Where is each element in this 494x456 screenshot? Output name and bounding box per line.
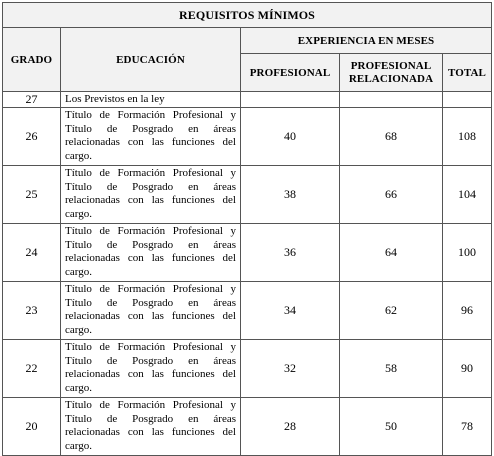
cell-relacionada: 66 [340, 166, 443, 224]
table-row [3, 108, 492, 166]
header-relacionada-line1: PROFESIONAL [350, 59, 432, 72]
cell-grado: 27 [3, 92, 61, 108]
header-educacion: EDUCACIÓN [61, 28, 241, 92]
requirements-table [2, 2, 492, 456]
cell-educacion: Título de Formación Profesional y Título de Posgrado en áreas relacionadas con las funciones del cargo. [61, 282, 241, 340]
cell-grado: 20 [3, 398, 61, 456]
cell-total: 78 [443, 398, 492, 456]
cell-relacionada: 68 [340, 108, 443, 166]
cell-relacionada: 50 [340, 398, 443, 456]
cell-total: 100 [443, 224, 492, 282]
table-row [3, 224, 492, 282]
cell-grado: 22 [3, 340, 61, 398]
cell-relacionada [340, 92, 443, 108]
cell-profesional: 28 [241, 398, 340, 456]
cell-educacion: Título de Formación Profesional y Título de Posgrado en áreas relacionadas con las funciones del cargo. [61, 108, 241, 166]
cell-profesional [241, 92, 340, 108]
cell-grado: 26 [3, 108, 61, 166]
cell-educacion: Título de Formación Profesional y Título de Posgrado en áreas relacionadas con las funciones del cargo. [61, 398, 241, 456]
cell-total [443, 92, 492, 108]
table-row [3, 92, 492, 108]
header-relacionada-line2: RELACIONADA [348, 72, 434, 85]
header-profesional: PROFESIONAL [241, 54, 340, 92]
table-row [3, 398, 492, 456]
table-row [3, 282, 492, 340]
cell-grado: 25 [3, 166, 61, 224]
cell-profesional: 36 [241, 224, 340, 282]
header-experiencia: EXPERIENCIA EN MESES [241, 28, 492, 54]
cell-total: 108 [443, 108, 492, 166]
cell-relacionada: 64 [340, 224, 443, 282]
cell-relacionada: 58 [340, 340, 443, 398]
cell-total: 96 [443, 282, 492, 340]
cell-profesional: 40 [241, 108, 340, 166]
cell-educacion: Título de Formación Profesional y Título de Posgrado en áreas relacionadas con las funciones del cargo. [61, 340, 241, 398]
header-grado: GRADO [3, 28, 61, 92]
cell-educacion: Título de Formación Profesional y Título de Posgrado en áreas relacionadas con las funciones del cargo. [61, 224, 241, 282]
table-title: REQUISITOS MÍNIMOS [3, 3, 492, 28]
cell-profesional: 38 [241, 166, 340, 224]
cell-educacion: Los Previstos en la ley [61, 92, 241, 108]
cell-total: 90 [443, 340, 492, 398]
table-row [3, 340, 492, 398]
header-profesional-relacionada [340, 54, 443, 92]
cell-profesional: 32 [241, 340, 340, 398]
cell-relacionada: 62 [340, 282, 443, 340]
requirements-table-wrapper [2, 2, 491, 456]
table-row [3, 166, 492, 224]
cell-grado: 23 [3, 282, 61, 340]
cell-total: 104 [443, 166, 492, 224]
cell-educacion: Título de Formación Profesional y Título de Posgrado en áreas relacionadas con las funciones del cargo. [61, 166, 241, 224]
cell-profesional: 34 [241, 282, 340, 340]
header-total: TOTAL [443, 54, 492, 92]
cell-grado: 24 [3, 224, 61, 282]
